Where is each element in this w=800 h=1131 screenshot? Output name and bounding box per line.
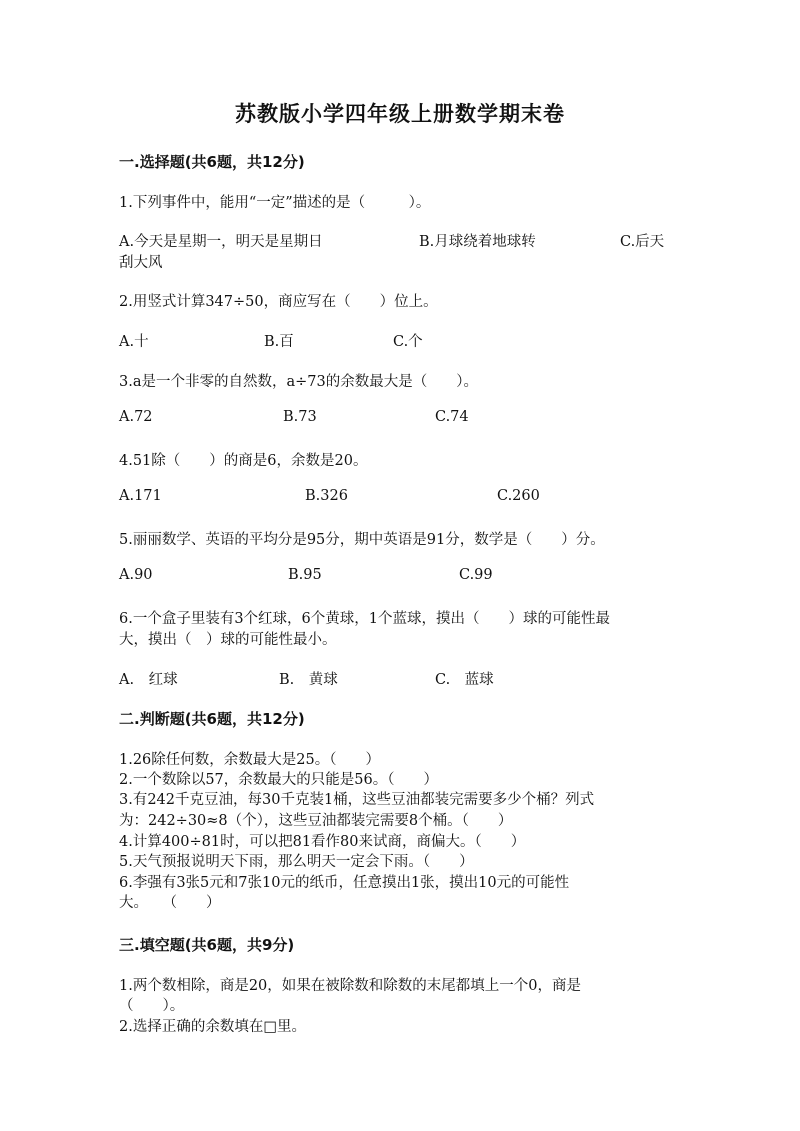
question-3-stem: 3.a是一个非零的自然数，a÷73的余数最大是（ ）。	[119, 374, 478, 390]
question-2-option-a: A.十	[119, 334, 149, 350]
judge-line: 5.天气预报说明天下雨，那么明天一定会下雨。（ ）	[119, 854, 474, 870]
judge-line: 大。 （ ）	[119, 895, 221, 911]
question-3-option-a: A.72	[119, 409, 153, 425]
question-5-option-b: B.95	[288, 567, 322, 583]
judge-line: 4.计算400÷81时，可以把81看作80来试商，商偏大。（ ）	[119, 834, 526, 850]
fill-line: 1.两个数相除，商是20，如果在被除数和除数的末尾都填上一个0，商是	[119, 978, 582, 994]
question-1-option-c: C.后天	[620, 234, 665, 250]
question-3-option-b: B.73	[283, 409, 317, 425]
question-4-stem: 4.51除（ ）的商是6，余数是20。	[119, 453, 368, 469]
judge-line: 3.有242千克豆油，每30千克装1桶，这些豆油都装完需要多少个桶？列式	[119, 792, 595, 808]
question-2-stem: 2.用竖式计算347÷50，商应写在（ ）位上。	[119, 294, 438, 310]
fill-line: 2.选择正确的余数填在□里。	[119, 1019, 307, 1035]
question-3-option-c: C.74	[435, 409, 469, 425]
question-6-option-a: A. 红球	[119, 672, 178, 688]
section-heading-choice: 一.选择题(共6题，共12分)	[119, 153, 305, 171]
question-5-option-c: C.99	[459, 567, 493, 583]
question-1-option-c-continued: 刮大风	[119, 255, 163, 271]
judge-line: 为：242÷30≈8（个），这些豆油都装完需要8个桶。（ ）	[119, 813, 513, 829]
question-6-option-b: B. 黄球	[279, 672, 338, 688]
question-1-option-b: B.月球绕着地球转	[419, 234, 536, 250]
judge-line: 1.26除任何数，余数最大是25。（ ）	[119, 752, 380, 768]
question-5-option-a: A.90	[119, 567, 153, 583]
judge-line: 2.一个数除以57，余数最大的只能是56。（ ）	[119, 772, 438, 788]
question-4-option-c: C.260	[497, 488, 540, 504]
question-4-option-a: A.171	[119, 488, 162, 504]
question-6-stem-line-1: 6.一个盒子里装有3个红球，6个黄球，1个蓝球，摸出（ ）球的可能性最	[119, 611, 611, 627]
question-2-option-c: C.个	[393, 334, 423, 350]
question-1-option-a: A.今天是星期一，明天是星期日	[119, 234, 323, 250]
question-5-stem: 5.丽丽数学、英语的平均分是95分，期中英语是91分，数学是（ ）分。	[119, 532, 605, 548]
question-6-stem-line-2: 大，摸出（ ）球的可能性最小。	[119, 632, 337, 648]
fill-line: （ ）。	[119, 998, 185, 1014]
section-heading-fill-blank: 三.填空题(共6题，共9分)	[119, 936, 295, 954]
question-4-option-b: B.326	[305, 488, 348, 504]
exam-title: 苏教版小学四年级上册数学期末卷	[235, 102, 565, 126]
section-heading-true-false: 二.判断题(共6题，共12分)	[119, 710, 305, 728]
judge-line: 6.李强有3张5元和7张10元的纸币，任意摸出1张，摸出10元的可能性	[119, 875, 570, 891]
question-6-option-c: C. 蓝球	[435, 672, 494, 688]
question-1-stem: 1.下列事件中，能用“一定”描述的是（ ）。	[119, 195, 431, 211]
question-2-option-b: B.百	[264, 334, 294, 350]
